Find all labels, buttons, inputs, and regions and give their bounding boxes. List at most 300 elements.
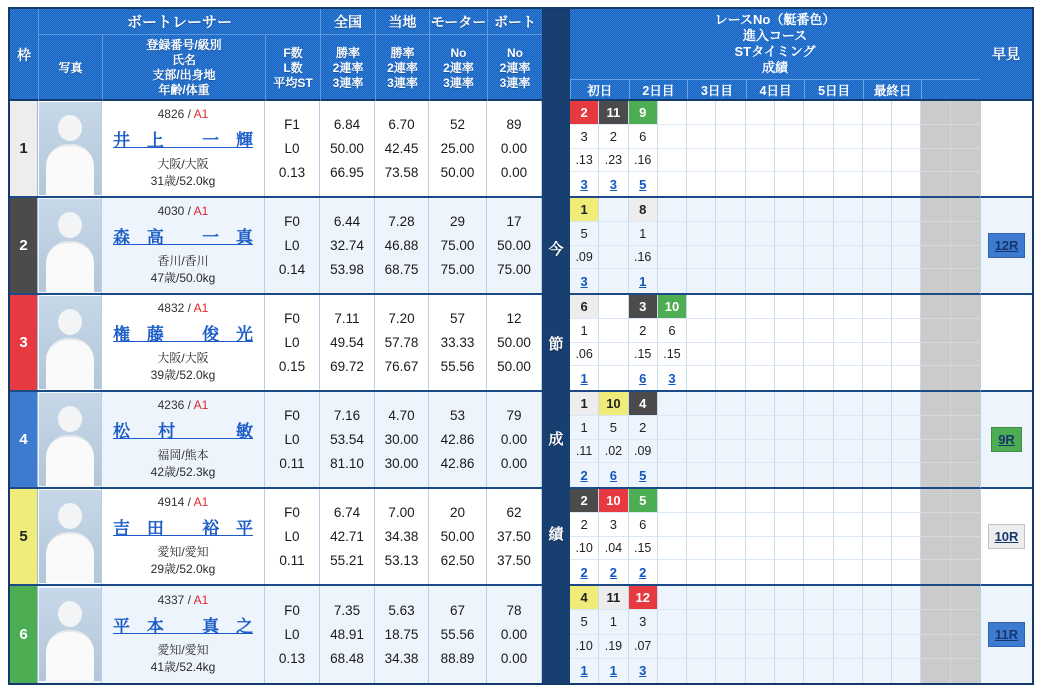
- national-stat-value: 49.54: [330, 335, 364, 350]
- empty-cell: [834, 586, 863, 610]
- empty-cell: [951, 172, 980, 196]
- boat-stats: [487, 489, 542, 584]
- course-cell: 2: [629, 319, 658, 343]
- national-stat-value: 66.95: [330, 165, 364, 180]
- motor-stat-value: 88.89: [440, 651, 475, 666]
- racer-row-left: [10, 392, 542, 489]
- course-cell: 1: [599, 610, 628, 634]
- col-header-boat: ボート: [487, 9, 542, 34]
- empty-cell: [863, 319, 892, 343]
- race-no-cell: [570, 489, 599, 513]
- empty-cell: [921, 586, 950, 610]
- st-cell: .16: [629, 149, 658, 173]
- reg-class-separator: /: [184, 398, 194, 412]
- racer-branch-origin: 愛知/愛知: [157, 643, 209, 657]
- photo-head-silhouette: [58, 115, 82, 141]
- empty-cell: [804, 586, 833, 610]
- national-stats: [320, 198, 375, 293]
- empty-cell: [746, 610, 775, 634]
- racer-photo: [39, 199, 101, 292]
- finish-link[interactable]: 2: [580, 564, 588, 580]
- empty-cell: [863, 659, 892, 683]
- racer-age-weight: 29歳/52.0kg: [150, 562, 216, 576]
- empty-cell: [716, 246, 745, 270]
- boat-stats: [487, 392, 542, 487]
- empty-cell: [834, 295, 863, 319]
- reg-class-separator: /: [184, 593, 194, 607]
- l-count: L0: [284, 238, 300, 253]
- empty-cell: [921, 610, 950, 634]
- empty-cell: [951, 246, 980, 270]
- finish-link[interactable]: 3: [580, 273, 588, 289]
- race-no-cell: [629, 489, 658, 513]
- boat-stats: [487, 101, 542, 196]
- motor-stat-value: 42.86: [440, 456, 475, 471]
- empty-cell: [892, 319, 921, 343]
- empty-cell: [921, 659, 950, 683]
- race-no-box: 12: [629, 586, 657, 609]
- empty-cell: [921, 440, 950, 464]
- empty-cell: [804, 222, 833, 246]
- avg-st: 0.14: [278, 262, 306, 277]
- hayami-cell: [980, 489, 1032, 586]
- empty-cell: [746, 246, 775, 270]
- empty-cell: [834, 149, 863, 173]
- avg-st: 0.11: [279, 456, 305, 471]
- finish-cell: [570, 172, 599, 196]
- col-header-fl-st: F数 L数 平均ST: [265, 34, 320, 101]
- national-stat-value: 6.74: [333, 505, 361, 520]
- empty-cell: [863, 295, 892, 319]
- empty-cell: [921, 222, 950, 246]
- empty-cell: [951, 319, 980, 343]
- motor-stat-value: 57: [449, 311, 466, 326]
- finish-link[interactable]: 1: [609, 663, 618, 679]
- empty-cell: [804, 463, 833, 487]
- motor-stat-value: 53: [449, 408, 466, 423]
- empty-cell: [863, 125, 892, 149]
- boat-stat-value: 50.00: [497, 359, 531, 374]
- empty-cell: [951, 586, 980, 610]
- motor-stat-value: 29: [449, 214, 466, 229]
- hayami-race-link[interactable]: 9R: [991, 427, 1022, 452]
- empty-cell: [834, 513, 863, 537]
- avg-st: 0.13: [278, 165, 306, 180]
- empty-cell: [687, 319, 716, 343]
- empty-cell: [746, 295, 775, 319]
- empty-cell: [804, 149, 833, 173]
- col-header-local: 当地: [375, 9, 429, 34]
- empty-cell: [658, 101, 687, 125]
- finish-link[interactable]: 3: [609, 176, 618, 192]
- hayami-race-link[interactable]: 12R: [988, 233, 1026, 258]
- empty-cell: [658, 586, 687, 610]
- racer-reg-class: [158, 398, 209, 412]
- boat-stats: [487, 586, 542, 683]
- empty-cell: [863, 246, 892, 270]
- motor-stats: [429, 392, 487, 487]
- empty-cell: [951, 198, 980, 222]
- empty-cell: [863, 635, 892, 659]
- st-cell: .06: [570, 343, 599, 367]
- racer-name-link[interactable]: 井上 一輝: [113, 131, 253, 150]
- empty-cell: [804, 246, 833, 270]
- finish-cell: [629, 560, 658, 584]
- boat-stat-value: 0.00: [500, 432, 528, 447]
- finish-link[interactable]: 2: [580, 467, 588, 483]
- empty-cell: [775, 392, 804, 416]
- finish-link[interactable]: 2: [639, 564, 647, 580]
- racer-profile-cell: [102, 101, 265, 196]
- racer-branch-origin: 愛知/愛知: [157, 545, 209, 559]
- empty-cell: [775, 343, 804, 367]
- empty-cell: [892, 610, 921, 634]
- local-stat-value: 18.75: [384, 627, 419, 642]
- race-no-cell: [629, 295, 658, 319]
- photo-cell: [38, 295, 102, 390]
- race-no-box: 1: [570, 198, 598, 221]
- st-cell: .15: [658, 343, 687, 367]
- st-cell: .16: [629, 246, 658, 270]
- st-cell: .15: [629, 343, 658, 367]
- racer-name-link[interactable]: 吉田 裕平: [113, 519, 253, 538]
- empty-cell: [746, 172, 775, 196]
- empty-cell: [716, 463, 745, 487]
- finish-cell: [658, 366, 687, 390]
- racer-photo: [39, 588, 101, 681]
- motor-stat-value: 67: [449, 603, 466, 618]
- empty-cell: [775, 560, 804, 584]
- national-stat-value: 48.91: [330, 627, 364, 642]
- motor-stat-value: 55.56: [440, 359, 475, 374]
- motor-stat-value: 20: [449, 505, 466, 520]
- finish-link[interactable]: 1: [639, 273, 647, 289]
- course-cell: 2: [599, 125, 628, 149]
- col-subheader-local: 勝率 2連率 3連率: [375, 34, 429, 101]
- empty-cell: [804, 537, 833, 561]
- finish-link[interactable]: 1: [580, 370, 588, 386]
- racer-photo: [39, 393, 101, 486]
- empty-cell: [921, 198, 950, 222]
- finish-link[interactable]: 2: [609, 564, 618, 580]
- empty-cell: [746, 101, 775, 125]
- empty-cell: [863, 343, 892, 367]
- boat-stat-value: 62: [506, 505, 522, 520]
- race-no-cell: [570, 295, 599, 319]
- boat-stat-value: 0.00: [500, 141, 528, 156]
- race-no-box: 3: [629, 295, 657, 318]
- racer-reg-class: [158, 593, 209, 607]
- l-count: L0: [284, 141, 300, 156]
- racer-reg-no: 4236: [157, 398, 185, 412]
- finish-cell: [570, 463, 599, 487]
- racer-row-results: [570, 392, 980, 489]
- empty-cell: [863, 440, 892, 464]
- empty-cell: [775, 319, 804, 343]
- empty-cell: [951, 513, 980, 537]
- national-stats: [320, 489, 375, 584]
- empty-cell: [863, 269, 892, 293]
- empty-cell: [834, 392, 863, 416]
- empty-cell: [804, 489, 833, 513]
- photo-cell: [38, 198, 102, 293]
- empty-cell: [687, 149, 716, 173]
- st-cell: .07: [629, 635, 658, 659]
- empty-cell: [834, 610, 863, 634]
- empty-cell: [834, 463, 863, 487]
- national-stat-value: 7.16: [333, 408, 361, 423]
- empty-cell: [892, 560, 921, 584]
- racer-branch-origin: 香川/香川: [157, 254, 209, 268]
- empty-cell: [687, 659, 716, 683]
- finish-cell: [629, 172, 658, 196]
- boat-stat-value: 37.50: [497, 553, 531, 568]
- empty-cell: [746, 366, 775, 390]
- racer-name-link[interactable]: 松村 敏: [113, 422, 253, 441]
- finish-link[interactable]: 5: [639, 467, 647, 483]
- finish-cell: [599, 560, 628, 584]
- local-stats: [375, 586, 429, 683]
- l-count: L0: [284, 335, 300, 350]
- empty-cell: [599, 198, 628, 222]
- race-no-cell: [599, 392, 628, 416]
- reg-class-separator: /: [184, 107, 194, 121]
- empty-cell: [863, 513, 892, 537]
- finish-link[interactable]: 3: [668, 370, 676, 386]
- empty-cell: [687, 343, 716, 367]
- empty-cell: [921, 269, 950, 293]
- boat-stat-value: 0.00: [500, 456, 528, 471]
- boat-stat-value: 0.00: [500, 651, 528, 666]
- fl-st-cell: [265, 586, 320, 683]
- empty-cell: [804, 659, 833, 683]
- racer-class: A1: [193, 398, 209, 412]
- empty-cell: [804, 101, 833, 125]
- empty-cell: [746, 635, 775, 659]
- empty-cell: [775, 659, 804, 683]
- racer-age-weight: 31歳/52.0kg: [150, 174, 216, 188]
- empty-cell: [892, 392, 921, 416]
- empty-cell: [863, 172, 892, 196]
- boat-stat-value: 79: [506, 408, 522, 423]
- race-no-cell: [629, 198, 658, 222]
- race-no-box: 6: [570, 295, 598, 318]
- photo-cell: [38, 392, 102, 487]
- empty-cell: [892, 295, 921, 319]
- finish-cell: [570, 269, 599, 293]
- finish-link[interactable]: 5: [639, 176, 647, 192]
- racer-name-link[interactable]: 権藤 俊光: [113, 325, 253, 344]
- local-stat-value: 42.45: [384, 141, 419, 156]
- col-subheader-national: 勝率 2連率 3連率: [320, 34, 375, 101]
- national-stats: [320, 101, 375, 196]
- empty-cell: [658, 560, 687, 584]
- empty-cell: [687, 537, 716, 561]
- empty-cell: [658, 635, 687, 659]
- frame-number: 6: [19, 626, 28, 643]
- empty-cell: [775, 489, 804, 513]
- empty-cell: [716, 610, 745, 634]
- racer-row-results: [570, 198, 980, 295]
- photo-torso-silhouette: [46, 241, 94, 292]
- empty-cell: [746, 463, 775, 487]
- finish-link[interactable]: 6: [639, 370, 647, 386]
- empty-cell: [775, 246, 804, 270]
- boat-stat-value: 0.00: [500, 627, 528, 642]
- national-stats: [320, 586, 375, 683]
- hayami-race-link[interactable]: 11R: [988, 622, 1025, 647]
- empty-cell: [834, 366, 863, 390]
- frame-cell: [10, 101, 38, 196]
- racer-class: A1: [193, 495, 209, 509]
- empty-cell: [834, 489, 863, 513]
- local-stat-value: 53.13: [384, 553, 419, 568]
- finish-link[interactable]: 3: [639, 663, 647, 679]
- empty-cell: [921, 489, 950, 513]
- empty-cell: [599, 343, 628, 367]
- racer-name-link[interactable]: 平本 真之: [113, 617, 253, 636]
- col-header-national: 全国: [320, 9, 375, 34]
- empty-cell: [716, 295, 745, 319]
- empty-cell: [804, 635, 833, 659]
- empty-cell: [746, 513, 775, 537]
- local-stats: [375, 489, 429, 584]
- local-stats: [375, 392, 429, 487]
- empty-cell: [804, 343, 833, 367]
- photo-torso-silhouette: [46, 532, 94, 583]
- national-stat-value: 32.74: [330, 238, 364, 253]
- st-cell: .15: [629, 537, 658, 561]
- photo-head-silhouette: [58, 309, 82, 335]
- day-header-2: 2日目: [629, 79, 688, 99]
- course-cell: 6: [658, 319, 687, 343]
- frame-cell: [10, 489, 38, 584]
- frame-cell: [10, 392, 38, 487]
- finish-link[interactable]: 1: [580, 663, 588, 679]
- national-stat-value: 81.10: [330, 456, 364, 471]
- local-stat-value: 46.88: [384, 238, 419, 253]
- empty-cell: [687, 222, 716, 246]
- empty-cell: [687, 101, 716, 125]
- racer-reg-no: 4826: [157, 107, 185, 121]
- empty-cell: [775, 101, 804, 125]
- racer-class: A1: [193, 204, 209, 218]
- boat-stat-value: 50.00: [497, 238, 531, 253]
- empty-cell: [921, 463, 950, 487]
- section-divider-header: [542, 9, 570, 101]
- empty-cell: [746, 222, 775, 246]
- fl-st-cell: [265, 101, 320, 196]
- race-no-box: 10: [599, 489, 627, 512]
- empty-cell: [746, 319, 775, 343]
- empty-cell: [804, 366, 833, 390]
- f-count: F1: [284, 117, 300, 132]
- boat-stat-value: 17: [506, 214, 522, 229]
- course-cell: 6: [629, 513, 658, 537]
- results-header-title: レースNo（艇番色） 進入コース STタイミング 成績: [714, 12, 836, 75]
- finish-link[interactable]: 3: [580, 176, 588, 192]
- course-cell: 2: [629, 416, 658, 440]
- local-stat-value: 30.00: [384, 432, 419, 447]
- empty-cell: [658, 125, 687, 149]
- avg-st: 0.11: [279, 553, 305, 568]
- photo-head-silhouette: [58, 212, 82, 238]
- empty-cell: [716, 659, 745, 683]
- boat-stat-value: 50.00: [497, 335, 531, 350]
- local-stat-value: 7.00: [388, 505, 415, 520]
- racer-photo: [39, 296, 101, 389]
- reg-class-separator: /: [184, 301, 194, 315]
- racer-age-weight: 42歳/52.3kg: [150, 465, 216, 479]
- empty-cell: [716, 392, 745, 416]
- day-header-5: 5日目: [804, 79, 863, 99]
- racer-reg-class: [158, 495, 209, 509]
- race-no-cell: [570, 586, 599, 610]
- empty-cell: [658, 392, 687, 416]
- empty-cell: [804, 198, 833, 222]
- empty-cell: [951, 659, 980, 683]
- racer-photo: [39, 490, 101, 583]
- empty-cell: [775, 149, 804, 173]
- race-no-cell: [599, 489, 628, 513]
- empty-cell: [863, 149, 892, 173]
- motor-stats: [429, 101, 487, 196]
- race-no-cell: [658, 295, 687, 319]
- racer-name-link[interactable]: 森高 一真: [113, 228, 253, 247]
- col-header-frame: 枠: [17, 47, 31, 63]
- empty-cell: [834, 101, 863, 125]
- empty-cell: [892, 343, 921, 367]
- empty-cell: [834, 222, 863, 246]
- motor-stat-value: 50.00: [440, 529, 475, 544]
- f-count: F0: [284, 505, 300, 520]
- hayami-header: 早見: [980, 9, 1032, 101]
- racer-reg-class: [158, 204, 209, 218]
- empty-cell: [863, 416, 892, 440]
- local-stat-value: 6.70: [388, 117, 415, 132]
- local-stats: [375, 101, 429, 196]
- hayami-race-link[interactable]: 10R: [988, 524, 1026, 549]
- frame-number: 3: [19, 334, 28, 351]
- local-stat-value: 34.38: [384, 651, 419, 666]
- empty-cell: [716, 366, 745, 390]
- empty-cell: [687, 366, 716, 390]
- f-count: F0: [284, 408, 300, 423]
- col-subheader-motor: No 2連率 3連率: [429, 34, 487, 101]
- st-cell: .02: [599, 440, 628, 464]
- empty-cell: [892, 513, 921, 537]
- empty-cell: [687, 295, 716, 319]
- f-count: F0: [284, 214, 300, 229]
- empty-cell: [892, 101, 921, 125]
- national-stat-value: 7.11: [334, 311, 360, 326]
- empty-cell: [921, 343, 950, 367]
- frame-cell: [10, 295, 38, 390]
- racer-photo: [39, 102, 101, 195]
- empty-cell: [863, 366, 892, 390]
- race-no-cell: [599, 586, 628, 610]
- national-stats: [320, 295, 375, 390]
- empty-cell: [746, 343, 775, 367]
- empty-cell: [804, 295, 833, 319]
- empty-cell: [834, 537, 863, 561]
- finish-link[interactable]: 6: [609, 467, 618, 483]
- empty-cell: [658, 416, 687, 440]
- empty-cell: [863, 463, 892, 487]
- course-cell: 3: [599, 513, 628, 537]
- finish-cell: [599, 659, 628, 683]
- empty-cell: [658, 440, 687, 464]
